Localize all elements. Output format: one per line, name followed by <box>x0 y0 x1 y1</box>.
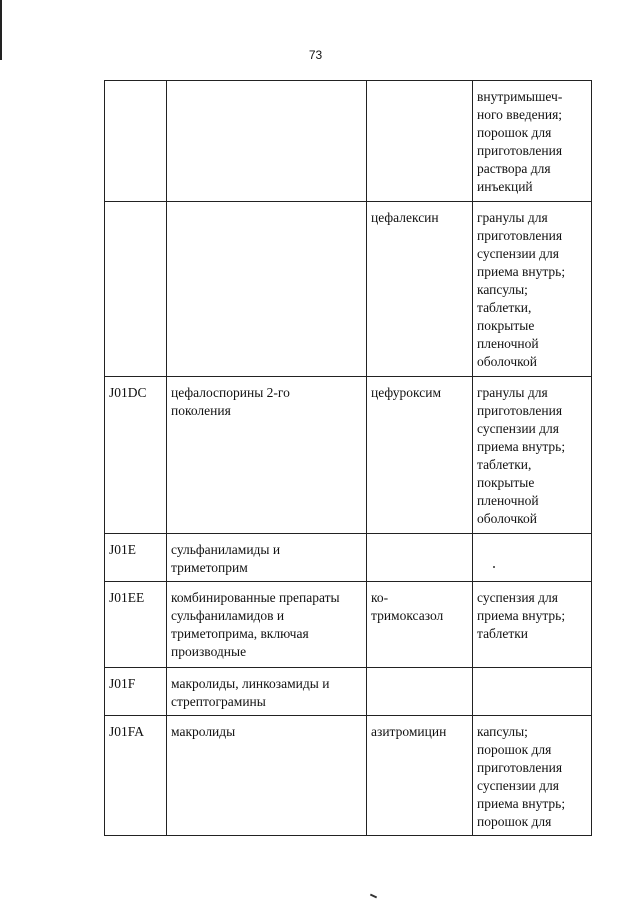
dosage-form-cell: гранулы для приготовления суспензии для приема внутрь; капсулы; таблетки, покрытые пленочной оболочкой <box>473 202 592 377</box>
group-name-cell: цефалоспорины 2-го поколения <box>167 377 367 534</box>
table-row <box>105 582 592 668</box>
atc-code-cell: J01F <box>105 668 167 716</box>
table-row <box>105 534 592 582</box>
dosage-form-cell: внутримышеч- ного введения; порошок для приготовления раствора для инъекций <box>473 81 592 202</box>
scan-speck <box>493 566 495 568</box>
atc-code-cell <box>105 81 167 202</box>
table-row <box>105 202 592 377</box>
drug-table <box>104 80 592 836</box>
drug-name-cell <box>367 668 473 716</box>
atc-code-cell: J01FA <box>105 716 167 836</box>
table-row <box>105 81 592 202</box>
atc-code-cell: J01DC <box>105 377 167 534</box>
table-row <box>105 668 592 716</box>
drug-name-cell: цефалексин <box>367 202 473 377</box>
group-name-cell: сульфаниламиды и триметоприм <box>167 534 367 582</box>
dosage-form-cell <box>473 668 592 716</box>
dosage-form-cell: гранулы для приготовления суспензии для приема внутрь; таблетки, покрытые пленочной оболочкой <box>473 377 592 534</box>
table-row <box>105 716 592 836</box>
group-name-cell <box>167 202 367 377</box>
drug-name-cell: цефуроксим <box>367 377 473 534</box>
drug-name-cell: ко- тримоксазол <box>367 582 473 668</box>
drug-name-cell: азитромицин <box>367 716 473 836</box>
scan-mark <box>370 894 377 899</box>
table-row <box>105 377 592 534</box>
page-number: 73 <box>308 48 323 62</box>
dosage-form-cell: суспензия для приема внутрь; таблетки <box>473 582 592 668</box>
atc-code-cell <box>105 202 167 377</box>
group-name-cell: комбинированные препараты сульфаниламидов и триметоприма, включая производные <box>167 582 367 668</box>
atc-code-cell: J01E <box>105 534 167 582</box>
group-name-cell: макролиды <box>167 716 367 836</box>
dosage-form-cell <box>473 534 592 582</box>
atc-code-cell: J01EE <box>105 582 167 668</box>
group-name-cell <box>167 81 367 202</box>
drug-name-cell <box>367 81 473 202</box>
group-name-cell: макролиды, линкозамиды и стрептограмины <box>167 668 367 716</box>
dosage-form-cell: капсулы; порошок для приготовления суспензии для приема внутрь; порошок для <box>473 716 592 836</box>
drug-name-cell <box>367 534 473 582</box>
